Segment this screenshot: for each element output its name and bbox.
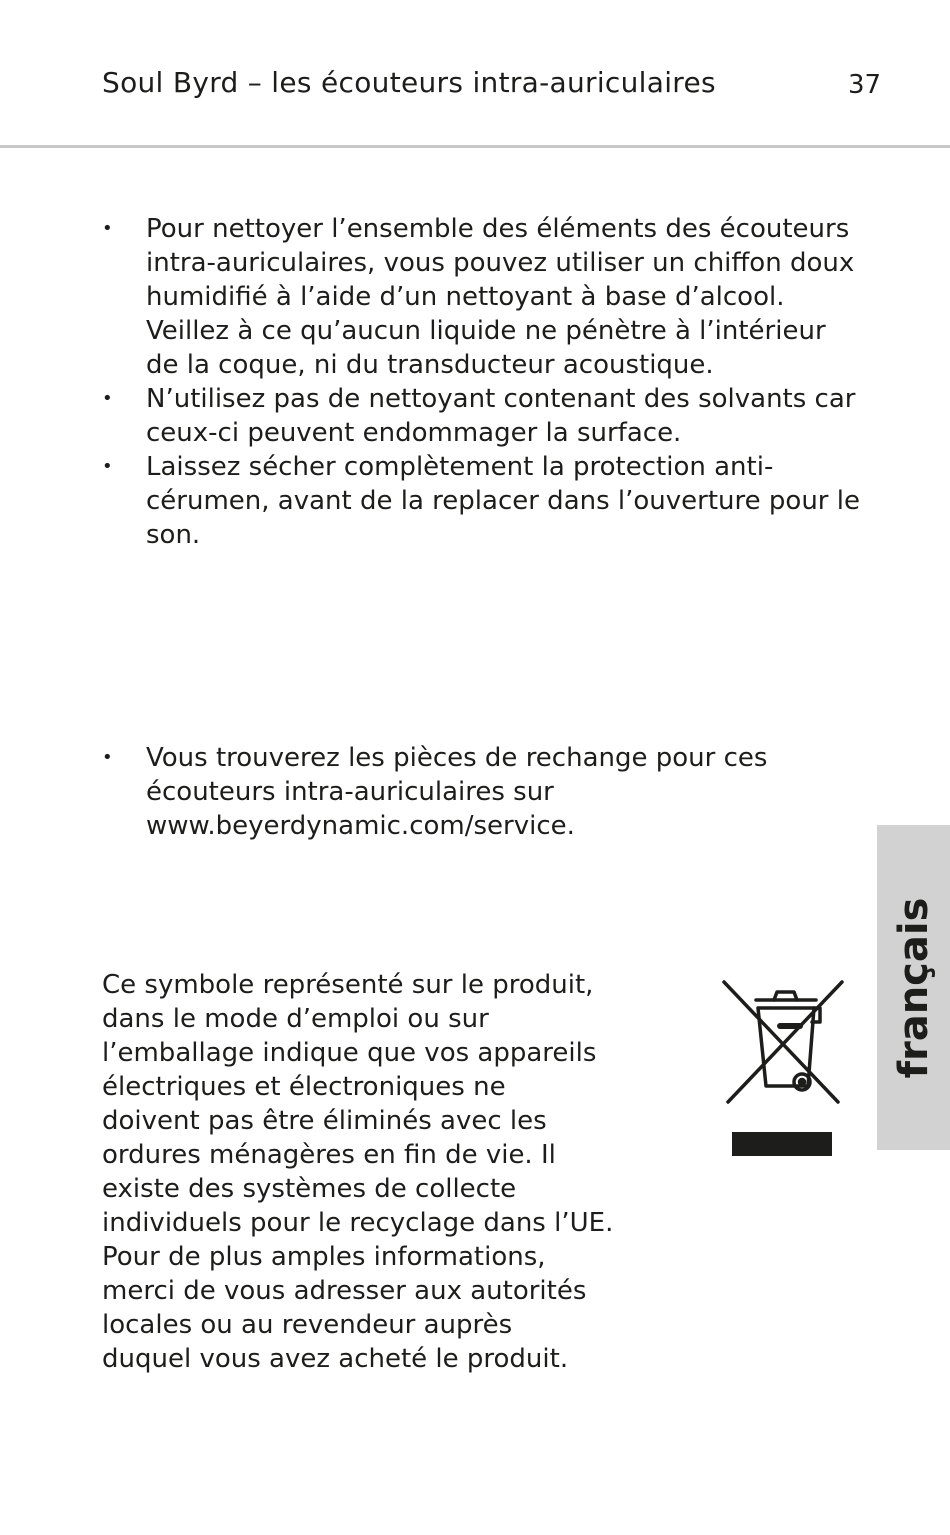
list-item-text: Pour nettoyer l’ensemble des éléments des écouteurs intra-auriculaires, vous pouvez utiliser un chiffon doux humidifié à l’aide d’un nettoyant à base d’alcool. Veillez à ce qu’aucun liquide ne pénètre à l’intérieur de la coque, ni du transducteur acoustique.	[146, 214, 855, 380]
list-item-text: Laissez sécher complètement la protection anti-cérumen, avant de la replacer dans l’ouverture pour le son.	[146, 452, 860, 550]
list-item	[102, 382, 862, 450]
page-header-title: Soul Byrd – les écouteurs intra-auriculaires	[102, 66, 716, 99]
bullet-marker: •	[102, 747, 113, 768]
bullet-marker: •	[102, 388, 113, 409]
language-tab	[877, 825, 950, 1150]
cleaning-list	[102, 212, 862, 552]
language-tab-label: français	[890, 897, 937, 1078]
page-number: 37	[848, 70, 882, 100]
list-item	[102, 450, 862, 552]
bullet-marker: •	[102, 456, 113, 477]
disposal-paragraph: Ce symbole représenté sur le produit, dans le mode d’emploi ou sur l’emballage indique que vos appareils électriques et électroniques ne doivent pas être éliminés avec les ordures ménagères en fin de vie. Il existe des systèmes de collecte individuels pour le recyclage dans l’UE. Pour de plus amples informations, merci de vous adresser aux autorités locales ou au revendeur auprès duquel vous avez acheté le produit.	[102, 970, 614, 1374]
list-item-text: N’utilisez pas de nettoyant contenant des solvants car ceux-ci peuvent endommager la surface.	[146, 384, 856, 448]
crossed-out-wheelie-bin-icon	[722, 978, 844, 1158]
list-item	[102, 741, 862, 843]
list-item-text: Vous trouverez les pièces de rechange pour ces écouteurs intra-auriculaires sur www.beyerdynamic.com/service.	[146, 743, 768, 841]
bullet-marker: •	[102, 218, 113, 239]
spare-parts-list	[102, 741, 862, 843]
header-divider	[0, 145, 950, 148]
list-item	[102, 212, 862, 382]
